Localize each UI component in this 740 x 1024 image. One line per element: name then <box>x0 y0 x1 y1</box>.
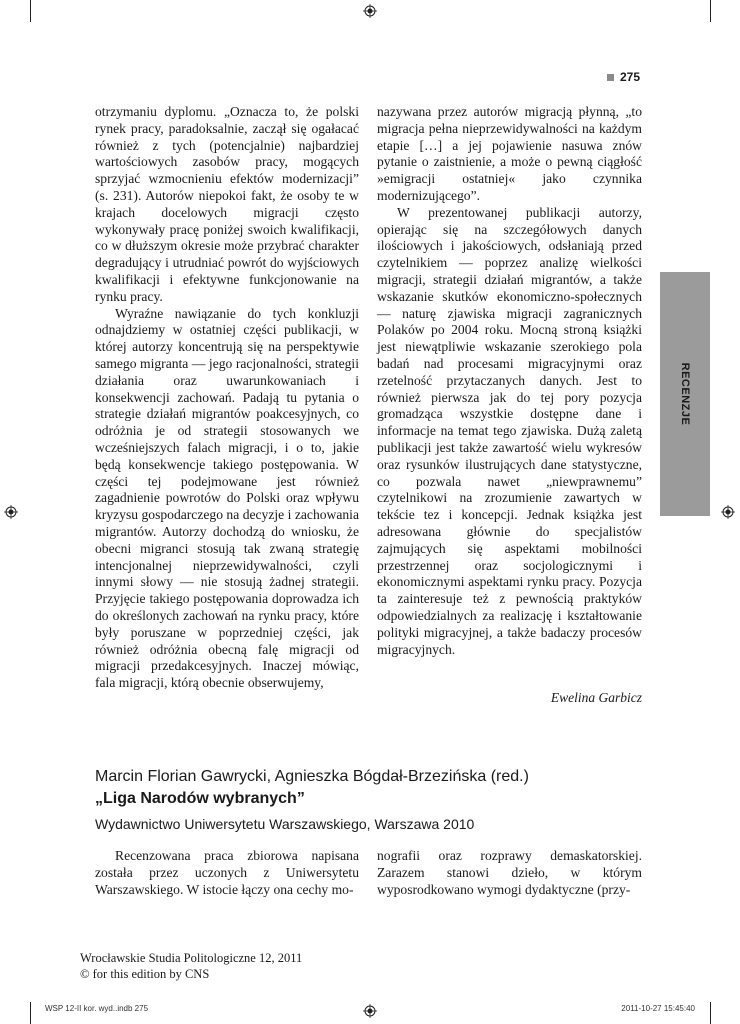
registration-mark-icon <box>363 1004 377 1018</box>
registration-mark-icon <box>4 505 18 519</box>
registration-mark-icon <box>721 505 735 519</box>
review2-column-right <box>377 848 642 898</box>
review-column-left <box>95 104 359 692</box>
print-slug-timestamp: 2011-10-27 15:45:40 <box>621 1004 695 1013</box>
crop-mark <box>30 1002 31 1024</box>
paragraph: nazywana przez autorów migracją płynną, „to migracja pełna nieprzewidywalności na każdym etapie […] a jej pojawienie nasuwa znów pytanie o zaistnienie, a może o pewną ciągłość »emigracji ostatniej« jako czynnika modernizującego”. <box>377 104 642 203</box>
paragraph: W prezentowanej publikacji autorzy, opierając się na szczegółowych danych ilościowych i jakościowych, odsłaniają przed czytelnikiem — poprzez analizę wielkości migracji, strategii działań migrantów, a także wskazanie skutków ekonomiczno-społecznych — naturę zjawiska migracji zagranicznych Polaków po 2004 roku. Mocną stroną książki jest niewątpliwie wskazanie szerokiego pola badań nad procesami migracyjnymi oraz rzetelność przytaczanych danych. Jest to również pierwsza jak do tej pory pozycja gromadząca wszystkie dostępne dane i informacje na temat tego zjawiska. Dużą zaletą publikacji jest także zawartość wielu wykresów oraz rysunków ilustrujących dane statystyczne, co pozwala nawet „niewprawnemu” czytelnikowi na zrozumienie zawartych w tekście tez i koncepcji. Jednak książka jest adresowana głównie do specjalistów zajmujących się aspektami mobilności przestrzennej oraz socjologicznymi i ekonomicznymi aspektami rynku pracy. Pozycja ta zainteresuje też z pewnością praktyków odpowiedzialnych za realizację i kształtowanie polityki migracyjnej, a także badaczy procesów migracyjnych. <box>377 204 642 657</box>
section-tab <box>660 272 710 516</box>
review-signature: Ewelina Garbicz <box>550 690 642 705</box>
review-book-title: „Liga Narodów wybranych” <box>95 790 305 807</box>
crop-mark <box>710 1002 711 1024</box>
crop-mark <box>710 0 711 22</box>
page-number <box>607 70 640 84</box>
paragraph: nografii oraz rozprawy demaskatorskiej. Zarazem stanowi dzieło, w którym wyposrodkowano wymogi dydaktyczne (przy- <box>377 848 642 897</box>
journal-info: Wrocławskie Studia Politologiczne 12, 2011 <box>80 951 303 965</box>
square-bullet-icon <box>607 74 614 81</box>
paragraph: Recenzowana praca zbiorowa napisana została przez uczonych z Uniwersytetu Warszawskiego. W istocie łączy ona cechy mo- <box>95 848 359 897</box>
print-slug-file: WSP 12-II kor. wyd..indb 275 <box>45 1004 149 1013</box>
paragraph: otrzymaniu dyplomu. „Oznacza to, że polski rynek pracy, paradoksalnie, zaczął się ogałacać również z tych (potencjalnie) najbardziej wartościowych zasobów pracy, mogących sprzyjać wzmocnieniu efektów modernizacji” (s. 231). Autorów niepokoi fakt, że osoby te w krajach docelowych migracji często wykonywały pracę poniżej swoich kwalifikacji, co w dłuższym okresie może przybrać charakter degradujący i utrudniać powrót do wyjściowych kwalifikacji i efektywne funkcjonowanie na rynku pracy. <box>95 104 359 304</box>
paragraph: Wyraźne nawiązanie do tych konkluzji odnajdziemy w ostatniej części publikacji, w której autorzy koncentrują się na perspektywie samego migranta — jego racjonalności, strategii działania oraz uwarunkowaniach i konsekwencji zachowań. Padają tu pytania o strategie działań migrantów poakcesyjnych, co odróżnia je od strategii stosowanych we wcześniejszych falach migracji, i o to, jakie będą konsekwencje takiego postępowania. W części tej podejmowane jest również zagadnienie powrotów do Polski oraz wpływu kryzysu gospodarczego na decyzje i zachowania migrantów. Autorzy dochodzą do wniosku, że obecni migranci stosują tak zwaną strategię intencjonalnej nieprzewidywalności, czyli innymi słowy — nie stosują żadnej strategii. Przyjęcie takiego postępowania doprowadza ich do określonych zachowań na rynku pracy, które były poruszane w poprzedniej części, jak również odróżnia obecną falę migracji od migracji przedakcesyjnych. Inaczej mówiąc, fala migracji, którą obecnie obserwujemy, <box>95 305 359 691</box>
review-column-right <box>377 104 642 658</box>
review-publisher: Wydawnictwo Uniwersytetu Warszawskiego, Warszawa 2010 <box>95 816 475 832</box>
registration-mark-icon <box>363 4 377 18</box>
crop-mark <box>30 0 31 22</box>
page-footer <box>80 950 302 982</box>
section-tab-label: RECENZJE <box>679 362 691 426</box>
page-number-value: 275 <box>619 70 640 84</box>
review-authors: Marcin Florian Gawrycki, Agnieszka Bógdał-Brzezińska (red.) <box>95 768 529 785</box>
review2-column-left <box>95 848 359 898</box>
copyright-notice: © for this edition by CNS <box>80 967 210 981</box>
